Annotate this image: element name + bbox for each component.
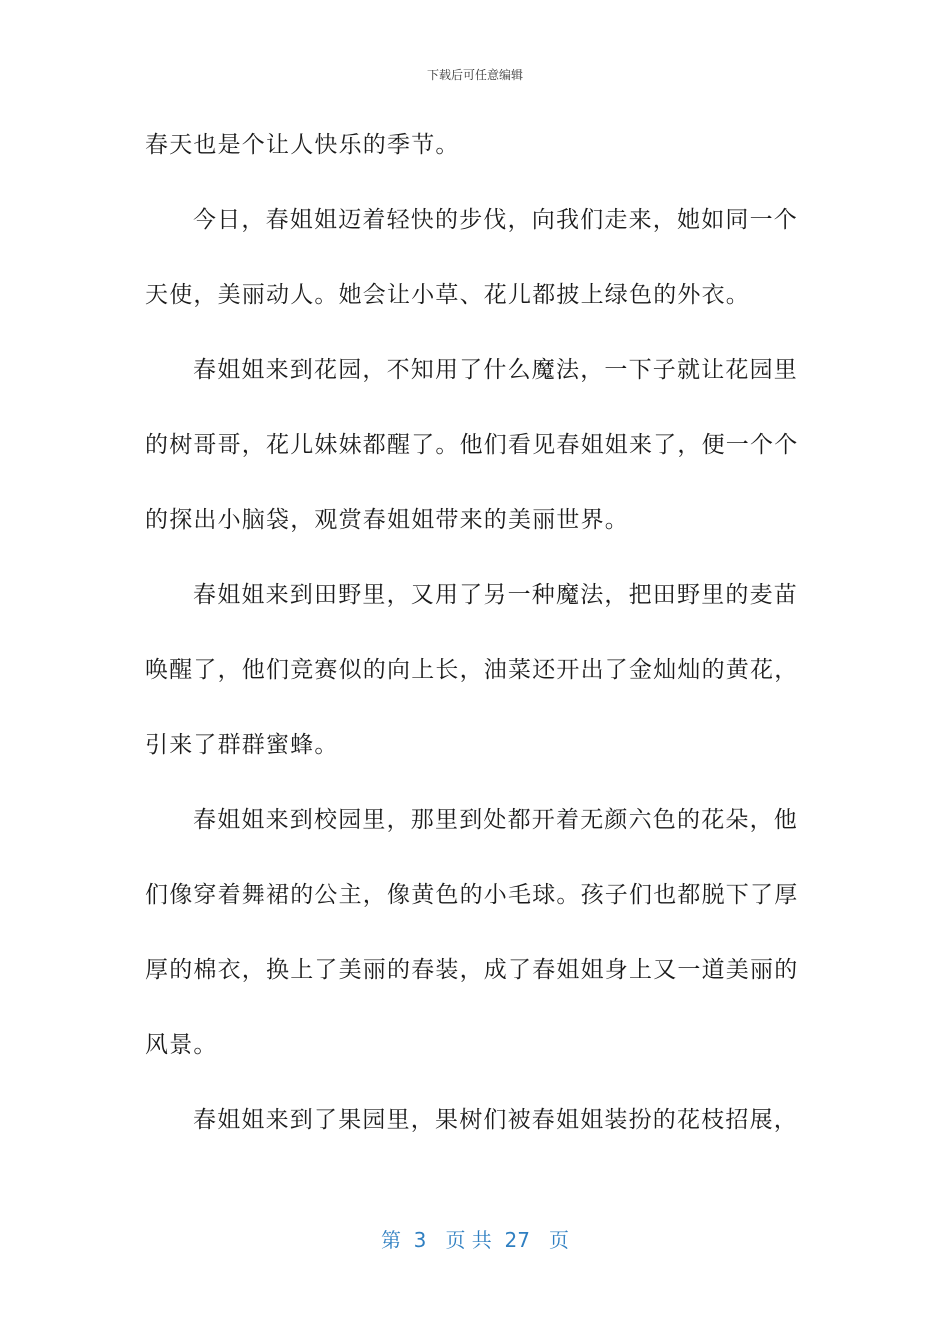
text-line: 春姐姐来到了果园里，果树们被春姐姐装扮的花枝招展， <box>193 1107 798 1133</box>
text-line: 春姐姐来到校园里，那里到处都开着无颜六色的花朵，他 <box>193 807 798 833</box>
text-line: 风景。 <box>145 1032 218 1058</box>
text-line: 春天也是个让人快乐的季节。 <box>145 132 460 158</box>
text-line: 引来了群群蜜蜂。 <box>145 732 339 758</box>
header-note: 下载后可任意编辑 <box>426 68 523 82</box>
text-line: 的树哥哥，花儿妹妹都醒了。他们看见春姐姐来了，便一个个 <box>145 432 799 458</box>
text-line: 春姐姐来到花园，不知用了什么魔法，一下子就让花园里 <box>193 357 798 383</box>
text-line: 们像穿着舞裙的公主，像黄色的小毛球。孩子们也都脱下了厚 <box>145 882 799 908</box>
text-line: 的探出小脑袋，观赏春姐姐带来的美丽世界。 <box>145 507 629 533</box>
text-line: 唤醒了，他们竞赛似的向上长，油菜还开出了金灿灿的黄花， <box>145 657 799 683</box>
text-line: 厚的棉衣，换上了美丽的春装，成了春姐姐身上又一道美丽的 <box>145 957 799 983</box>
text-line: 天使，美丽动人。她会让小草、花儿都披上绿色的外衣。 <box>145 282 750 308</box>
body-text <box>145 108 805 1158</box>
page-number-footer: 第 3 页 共 27 页 <box>380 1228 570 1252</box>
text-line: 今日，春姐姐迈着轻快的步伐，向我们走来，她如同一个 <box>193 207 798 233</box>
text-line: 春姐姐来到田野里，又用了另一种魔法，把田野里的麦苗 <box>193 582 798 608</box>
